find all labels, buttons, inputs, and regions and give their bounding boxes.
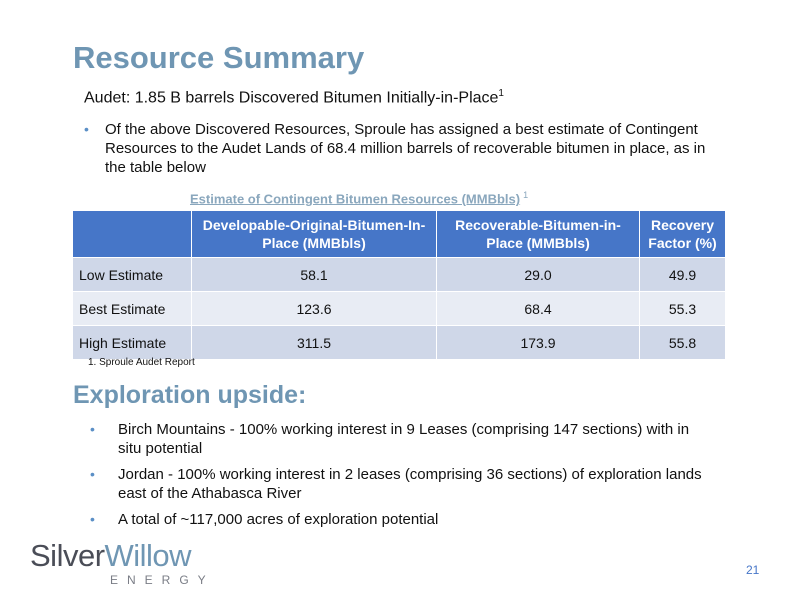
exploration-heading: Exploration upside: [73, 381, 307, 409]
table-header-recovery-factor: Recovery Factor (%) [640, 211, 726, 258]
row-label: High Estimate [73, 326, 192, 360]
table-header-row [73, 211, 726, 258]
bullet-dot-icon: • [90, 466, 95, 482]
exploration-list [90, 420, 710, 536]
logo-wordmark [30, 540, 215, 571]
cell-recovery-factor: 49.9 [640, 258, 726, 292]
subtitle-footnote-marker: 1 [498, 88, 504, 99]
cell-rbip: 173.9 [437, 326, 640, 360]
list-item-text: Jordan - 100% working interest in 2 leases (comprising 36 sections) of exploration lands east of the Athabasca River [118, 466, 702, 502]
logo-word-willow: Willow [104, 538, 192, 573]
cell-recovery-factor: 55.8 [640, 326, 726, 360]
resources-table [72, 210, 726, 360]
table-header-dobip: Developable-Original-Bitumen-In-Place (MMBbls) [192, 211, 437, 258]
cell-dobip: 311.5 [192, 326, 437, 360]
list-item [90, 465, 710, 503]
table-row [73, 326, 726, 360]
logo-word-silver: Silver [30, 538, 105, 573]
table-caption-text: Estimate of Contingent Bitumen Resources (MMBbls) [190, 191, 521, 207]
cell-dobip: 58.1 [192, 258, 437, 292]
bullet-dot-icon: • [90, 511, 95, 527]
bullet-dot-icon: • [84, 121, 89, 137]
subtitle-text: Audet: 1.85 B barrels Discovered Bitumen Initially-in-Place [84, 89, 499, 107]
logo-subtext: ENERGY [110, 573, 215, 587]
page-number: 21 [746, 563, 760, 577]
row-label: Low Estimate [73, 258, 192, 292]
table-row [73, 258, 726, 292]
summary-bullet-text: Of the above Discovered Resources, Sproule has assigned a best estimate of Contingent Resources to the Audet Lands of 68.4 million barrels of recoverable bitumen in place, as in the table below [105, 121, 706, 176]
cell-rbip: 68.4 [437, 292, 640, 326]
table-header-cell-empty [73, 211, 192, 258]
list-item [90, 420, 710, 458]
table-row [73, 292, 726, 326]
table-caption [190, 190, 528, 206]
table-caption-footnote: 1 [523, 190, 529, 200]
cell-recovery-factor: 55.3 [640, 292, 726, 326]
list-item-text: Birch Mountains - 100% working interest in 9 Leases (comprising 147 sections) with in situ potential [118, 421, 690, 457]
bullet-dot-icon: • [90, 421, 95, 437]
table-footnote: 1. Sproule Audet Report [88, 357, 195, 368]
list-item [90, 510, 710, 529]
summary-bullet [84, 120, 724, 177]
row-label: Best Estimate [73, 292, 192, 326]
silverwillow-logo [30, 540, 215, 587]
slide-title: Resource Summary [73, 40, 365, 75]
table-header-rbip: Recoverable-Bitumen-in-Place (MMBbls) [437, 211, 640, 258]
cell-dobip: 123.6 [192, 292, 437, 326]
list-item-text: A total of ~117,000 acres of exploration potential [118, 511, 439, 528]
cell-rbip: 29.0 [437, 258, 640, 292]
slide-subtitle [84, 88, 504, 107]
